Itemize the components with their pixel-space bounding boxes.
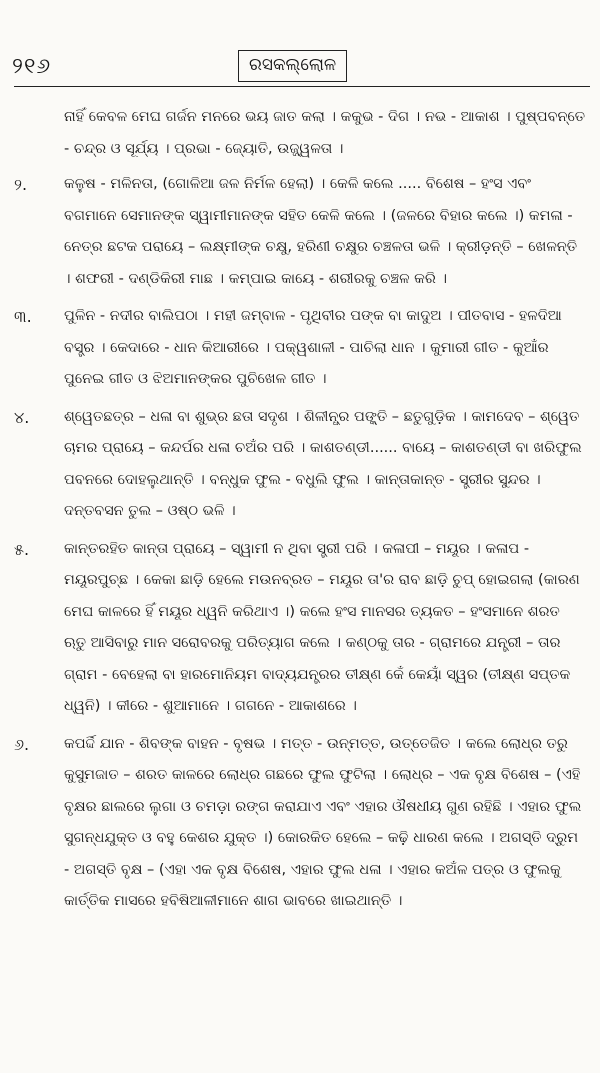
page-body xyxy=(0,102,600,918)
running-title: ରସକଲ୍ଲୋଳ xyxy=(238,50,347,82)
note-text: ପୁଳିନ - ନଦୀର ବାଲିପଠା । ମହୀ ଜମ୍ବାଳ - ପୃଥିବୀର ପଙ୍କ ବା କାଦୁଅ । ପୀତବାସ - ହଳଦିଆ ବସ୍ତ୍ର । କେଦାରେ - ଧାନ କିଆରୀରେ । ପକ୍ୱଶାଳୀ - ପାଚିଲା ଧାନ । କୁମାରୀ ଗୀତ - କୁଆଁର ପୁନେଇ ଗୀତ ଓ ଝିଅମାନଙ୍କର ପୁଚିଖେଳ ଗୀତ । xyxy=(64,308,562,387)
note-item-2 xyxy=(0,169,600,295)
page-header xyxy=(0,46,600,86)
note-text: କାନ୍ତରହିତ କାନ୍ତା ପ୍ରାୟେ – ସ୍ୱାମୀ ନ ଥିବା ସ୍ତ୍ରୀ ପରି । କଳାପୀ – ମୟୂର । କଳାପ - ମୟୂରପୁଚ୍ଛ । କେକା ଛାଡ଼ି ହେଲେ ମଉନବ୍ରତ – ମୟୂର ତା'ର ରାବ ଛାଡ଼ି ଚୁପ୍ ହୋଇଗଲା (କାରଣ ମେଘ କାଳରେ ହିଁ ମୟୂର ଧ୍ୱନି କରିଥାଏ ।) କଲେ ହଂସ ମାନସର ତ୍ୟକତ – ହଂସମାନେ ଶରତ ଋତୁ ଆସିବାରୁ ମାନ ସରୋବରକୁ ପରିତ୍ୟାଗ କଲେ । କଣ୍ଠକୁ ତାର - ଗ୍ରାମରେ ଯନ୍ତ୍ରୀ – ତାର ଗ୍ରାମ - ବେହେଲା ବା ହାରମୋନିୟମ ବାଦ୍ୟଯନ୍ତ୍ରର ତୀକ୍ଷ୍ଣ କେଁ କେୟାଁ ସ୍ୱର (ତୀକ୍ଷ୍ଣ ସପ୍ତକ ଧ୍ୱନି) । କୀରେ - ଶୁଆମାନେ । ଗଗନେ - ଆକାଶରେ । xyxy=(64,540,580,714)
note-item-6 xyxy=(0,729,600,918)
note-text: କପର୍ଦ୍ଦି ଯାନ - ଶିବଙ୍କ ବାହନ - ବୃଷଭ । ମତ୍ତ - ଉନ୍ମତ୍ତ, ଉତ୍ତେଜିତ । କଲେ ଲୋଧ୍ର ତରୁ କୁସୁମଜାତ – ଶରତ କାଳରେ ଲୋଧ୍ର ଗଛରେ ଫୁଲ ଫୁଟିଲା । ଲୋଧ୍ର – ଏକ ବୃକ୍ଷ ବିଶେଷ – (ଏହି ବୃକ୍ଷର ଛାଲରେ ଲୁଗା ଓ ଚମଡ଼ା ରଙ୍ଗ କରାଯାଏ ଏବଂ ଏହାର ଔଷଧୀୟ ଗୁଣ ରହିଛି । ଏହାର ଫୁଲ ସୁଗନ୍ଧଯୁକ୍ତ ଓ ବହୁ କେଶର ଯୁକ୍ତ ।) କୋରକିତ ହେଲେ – କଢ଼ି ଧାରଣ କଲେ । ଅଗସ୍ତି ଦ୍ରୁମ - ଅଗସ୍ତି ବୃକ୍ଷ – (ଏହା ଏକ ବୃକ୍ଷ ବିଶେଷ, ଏହାର ଫୁଲ ଧଳା । ଏହାର କଅଁଳ ପତ୍ର ଓ ଫୁଲକୁ କାର୍ତ୍ତିକ ମାସରେ ହବିଷିଆଳୀମାନେ ଶାଗ ଭାବରେ ଖାଇଥାନ୍ତି । xyxy=(64,735,582,909)
note-number: ୪. xyxy=(14,407,30,427)
note-number: ୬. xyxy=(14,734,30,754)
intro-paragraph: ନାହିଁ କେବଳ ମେଘ ଗର୍ଜନ ମନରେ ଭୟ ଜାତ କଲା । କକୁଭ - ଦିଗ । ନଭ - ଆକାଶ । ପୁଷ୍ପବନ୍ତେ - ଚନ୍ଦ୍ର ଓ ସୂର୍ଯ୍ୟ । ପ୍ରଭା - ଜ୍ୟୋତି, ଉଜ୍ଜ୍ୱଳତା । xyxy=(64,109,586,157)
note-text: କଳୁଷ - ମଳିନତା, (ଗୋଳିଆ ଜଳ ନିର୍ମଳ ହେଲା) । କେଳି କଲେ ..... ବିଶେଷ – ହଂସ ଏବଂ ବଗମାନେ ସେମାନଙ୍କ ସ୍ୱାମୀମାନଙ୍କ ସହିତ କେଳି କଲେ । (ଜଳରେ ବିହାର କଲେ ।) କମଳା - ନେତ୍ର ଛଟକ ପରାୟେ – ଲକ୍ଷ୍ମୀଙ୍କ ଚକ୍ଷୁ, ହରିଣୀ ଚକ୍ଷୁର ଚଞ୍ଚଳତା ଭଳି । କ୍ରୀଡ଼ନ୍ତି – ଖେଳନ୍ତି । ଶଫରୀ - ଦଣ୍ଡିକିରୀ ମାଛ । କମ୍ପାଇ କାୟେ - ଶରୀରକୁ ଚଞ୍ଚଳ କରି । xyxy=(64,176,578,287)
note-item-3 xyxy=(0,301,600,396)
note-item-5 xyxy=(0,534,600,723)
note-number: ୩. xyxy=(14,307,32,326)
note-number: ୨. xyxy=(14,175,28,194)
header-rule xyxy=(14,86,590,87)
note-number: ୫. xyxy=(14,539,30,559)
note-text: ଶ୍ୱେତଛତ୍ର – ଧଳା ବା ଶୁଭ୍ର ଛତା ସଦୃଶ । ଶିଳୀନ୍ଧ୍ର ପଙ୍କ୍ତି – ଛତୁଗୁଡ଼ିକ । କାମଦେବ – ଶ୍ୱେତ ଚାମର ପ୍ରାୟେ – କନ୍ଦର୍ପର ଧଳା ଚଅଁର ପରି । କାଶତଣ୍ଡୀ...... ବାୟେ – କାଶତଣ୍ଡୀ ବା ଖରିଫୁଲ ପବନରେ ଦୋହଲୁଥାନ୍ତି । ବନ୍ଧୁକ ଫୁଲ - ବଧୁଲି ଫୁଲ । କାନ୍ତାକାନ୍ତ - ସ୍ତ୍ରୀର ସୁନ୍ଦର । ଦନ୍ତବସନ ତୁଲ – ଓଷ୍ଠ ଭଳି । xyxy=(64,408,582,519)
page-number: ୨୧୬ xyxy=(12,54,52,79)
note-item-4 xyxy=(0,402,600,528)
